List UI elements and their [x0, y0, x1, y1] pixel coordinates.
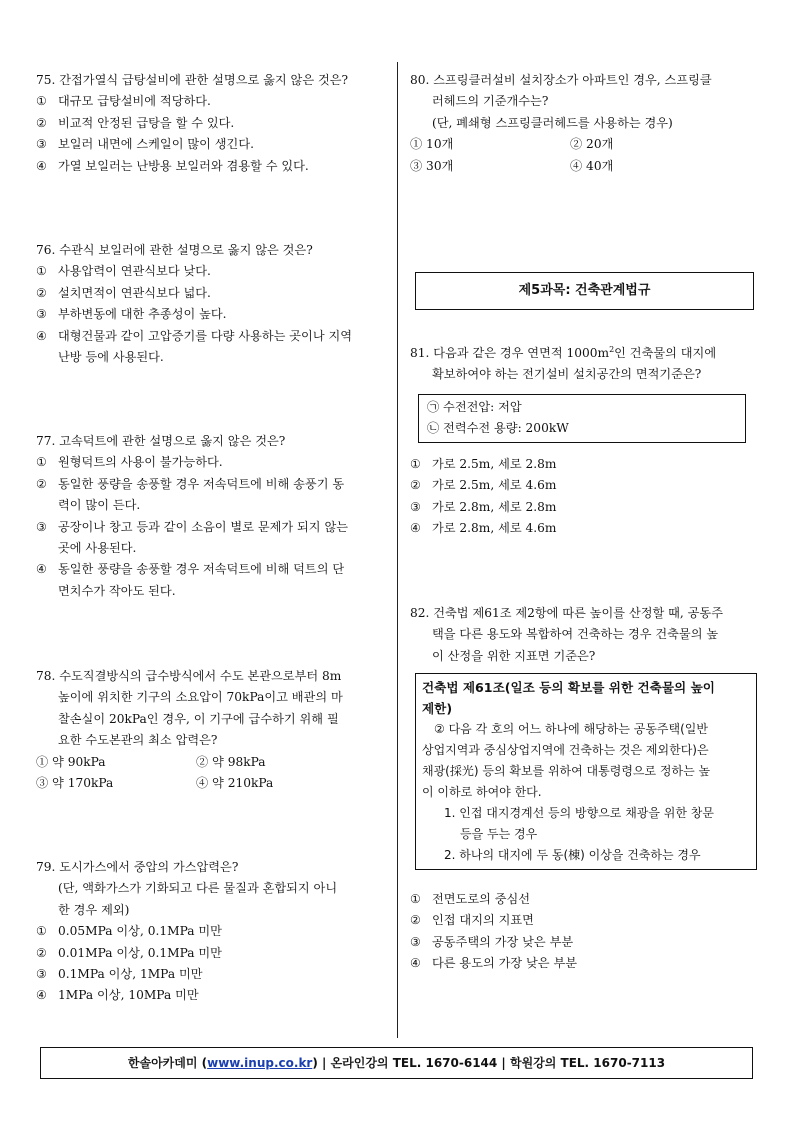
option-4[interactable]: ④ 40개: [570, 158, 614, 173]
option-3[interactable]: ③ 0.1MPa 이상, 1MPa 미만: [36, 967, 203, 982]
option-4-continued: 면치수가 작아도 된다.: [58, 583, 176, 598]
option-1[interactable]: ① 0.05MPa 이상, 0.1MPa 미만: [36, 924, 222, 939]
question-note: (단, 폐쇄형 스프링클러헤드를 사용하는 경우): [432, 115, 673, 130]
question-79: [36, 857, 388, 1007]
question-note-line-2: 한 경우 제외): [58, 902, 130, 917]
option-2[interactable]: ② 동일한 풍량을 송풍할 경우 저속덕트에 비해 송풍기 동: [36, 476, 345, 491]
footer-website-link[interactable]: www.inup.co.kr: [207, 1056, 313, 1070]
law-text-1: ② 다음 각 호의 어느 하나에 해당하는 공동주택(일반: [434, 722, 708, 736]
option-2[interactable]: ② 약 98kPa: [196, 754, 266, 769]
footer-contact-info: ) | 온라인강의 TEL. 1670-6144 | 학원강의 TEL. 1670-7113: [312, 1056, 666, 1070]
option-3[interactable]: ③ 30개: [410, 158, 454, 173]
option-2[interactable]: ② 설치면적이 연관식보다 넓다.: [36, 285, 211, 300]
condition-1: ㉠ 수전전압: 저압: [427, 400, 522, 414]
law-text-2: 상업지역과 중심상업지역에 건축하는 것은 제외한다)은: [422, 743, 709, 757]
question-stem: 80. 스프링클러설비 설치장소가 아파트인 경우, 스프링클: [410, 73, 712, 87]
option-4[interactable]: ④ 가로 2.8m, 세로 4.6m: [410, 521, 557, 536]
question-75: [36, 70, 388, 177]
option-row-1: [36, 752, 388, 773]
question-stem: 79. 도시가스에서 중압의 가스압력은?: [36, 860, 239, 874]
option-row-2: [36, 773, 388, 794]
subject-heading: 제5과목: 건축관계법규: [415, 272, 754, 310]
option-2[interactable]: ② 가로 2.5m, 세로 4.6m: [410, 478, 557, 493]
option-2[interactable]: ② 20개: [570, 137, 614, 152]
option-3[interactable]: ③ 공장이나 창고 등과 같이 소음이 별로 문제가 되지 않는: [36, 519, 349, 534]
law-title-line-2: 제한): [422, 701, 453, 716]
option-3[interactable]: ③ 가로 2.8m, 세로 2.8m: [410, 499, 557, 514]
option-2[interactable]: ② 0.01MPa 이상, 0.1MPa 미만: [36, 945, 222, 960]
option-3[interactable]: ③ 공동주택의 가장 낮은 부분: [410, 934, 574, 949]
question-stem-line-2: 높이에 위치한 기구의 소요압이 70kPa이고 배관의 마: [58, 690, 343, 705]
option-4[interactable]: ④ 대형건물과 같이 고압증기를 다량 사용하는 곳이나 지역: [36, 328, 353, 343]
question-note: (단, 액화가스가 기화되고 다른 물질과 혼합되지 아니: [58, 881, 338, 896]
option-1[interactable]: ① 약 90kPa: [36, 754, 106, 769]
option-2[interactable]: ② 인접 대지의 지표면: [410, 913, 534, 928]
question-77: [36, 431, 388, 602]
option-row-2: [410, 156, 758, 177]
law-item-1-continued: 등을 두는 경우: [460, 827, 538, 841]
option-3-continued: 곳에 사용된다.: [58, 541, 137, 556]
question-80: [410, 70, 758, 177]
option-2-continued: 력이 많이 든다.: [58, 498, 141, 513]
footer-academy-name: 한솔아카데미 (: [127, 1056, 208, 1070]
option-4[interactable]: ④ 가열 보일러는 난방용 보일러와 겸용할 수 있다.: [36, 158, 309, 173]
question-stem: 81. 다음과 같은 경우 연면적 $1000m^2$인 건축물의 대지에: [410, 344, 717, 360]
law-text-3: 채광(採光) 등의 확보를 위하여 대통령령으로 정하는 높: [422, 764, 711, 778]
question-stem: 78. 수도직결방식의 급수방식에서 수도 본관으로부터 8m: [36, 669, 342, 683]
option-3[interactable]: ③ 보일러 내면에 스케일이 많이 생긴다.: [36, 137, 254, 152]
option-1[interactable]: ① 가로 2.5m, 세로 2.8m: [410, 457, 557, 471]
option-2[interactable]: ② 비교적 안정된 급탕을 할 수 있다.: [36, 115, 235, 130]
option-1[interactable]: ① 전면도로의 중심선: [410, 892, 531, 906]
law-excerpt-box: [415, 673, 757, 870]
question-82: [410, 603, 758, 667]
option-4[interactable]: ④ 1MPa 이상, 10MPa 미만: [36, 988, 199, 1003]
condition-box: [418, 394, 746, 443]
condition-2: ㉡ 전력수전 용량: 200kW: [427, 421, 569, 436]
question-stem-line-3: 이 산정을 위한 지표면 기준은?: [432, 648, 596, 663]
option-1[interactable]: ① 사용압력이 연관식보다 낮다.: [36, 264, 211, 279]
question-76: [36, 240, 388, 368]
option-4[interactable]: ④ 약 210kPa: [196, 776, 274, 791]
option-3[interactable]: ③ 부하변동에 대한 추종성이 높다.: [36, 307, 227, 322]
law-title: 건축법 제61조(일조 등의 확보를 위한 건축물의 높이: [422, 680, 715, 695]
question-stem-line-2: 택을 다른 용도와 복합하여 건축하는 경우 건축물의 높: [432, 627, 719, 642]
law-item-1: 1. 인접 대지경계선 등의 방향으로 채광을 위한 창문: [444, 806, 714, 820]
option-4-continued: 난방 등에 사용된다.: [58, 350, 164, 365]
law-item-2: 2. 하나의 대지에 두 동(棟) 이상을 건축하는 경우: [444, 848, 701, 862]
question-stem-line-3: 찰손실이 20kPa인 경우, 이 기구에 급수하기 위해 필: [58, 711, 339, 726]
option-1[interactable]: ① 대규모 급탕설비에 적당하다.: [36, 94, 211, 109]
question-78: [36, 666, 388, 794]
option-4[interactable]: ④ 동일한 풍량을 송풍할 경우 저속덕트에 비해 덕트의 단: [36, 562, 345, 577]
question-stem-line-4: 요한 수도본관의 최소 압력은?: [58, 733, 218, 748]
option-row-1: [410, 134, 758, 155]
footer-banner: [40, 1047, 753, 1079]
question-stem: 77. 고속덕트에 관한 설명으로 옳지 않은 것은?: [36, 434, 286, 448]
law-text-4: 이 이하로 하여야 한다.: [422, 785, 542, 799]
option-4[interactable]: ④ 다른 용도의 가장 낮은 부분: [410, 956, 578, 971]
question-81: [410, 343, 758, 386]
column-divider: [397, 62, 398, 1038]
option-3[interactable]: ③ 약 170kPa: [36, 776, 114, 791]
question-82-options: [410, 889, 758, 975]
option-1[interactable]: ① 원형덕트의 사용이 불가능하다.: [36, 455, 223, 470]
question-stem: 76. 수관식 보일러에 관한 설명으로 옳지 않은 것은?: [36, 243, 313, 257]
question-stem-line-2: 러헤드의 기준개수는?: [432, 94, 549, 109]
option-1[interactable]: ① 10개: [410, 137, 454, 152]
question-stem-line-2: 확보하여야 하는 전기설비 설치공간의 면적기준은?: [432, 367, 702, 382]
question-stem: 75. 간접가열식 급탕설비에 관한 설명으로 옳지 않은 것은?: [36, 73, 349, 87]
question-81-options: [410, 454, 758, 540]
question-stem: 82. 건축법 제61조 제2항에 따른 높이를 산정할 때, 공동주: [410, 606, 723, 620]
